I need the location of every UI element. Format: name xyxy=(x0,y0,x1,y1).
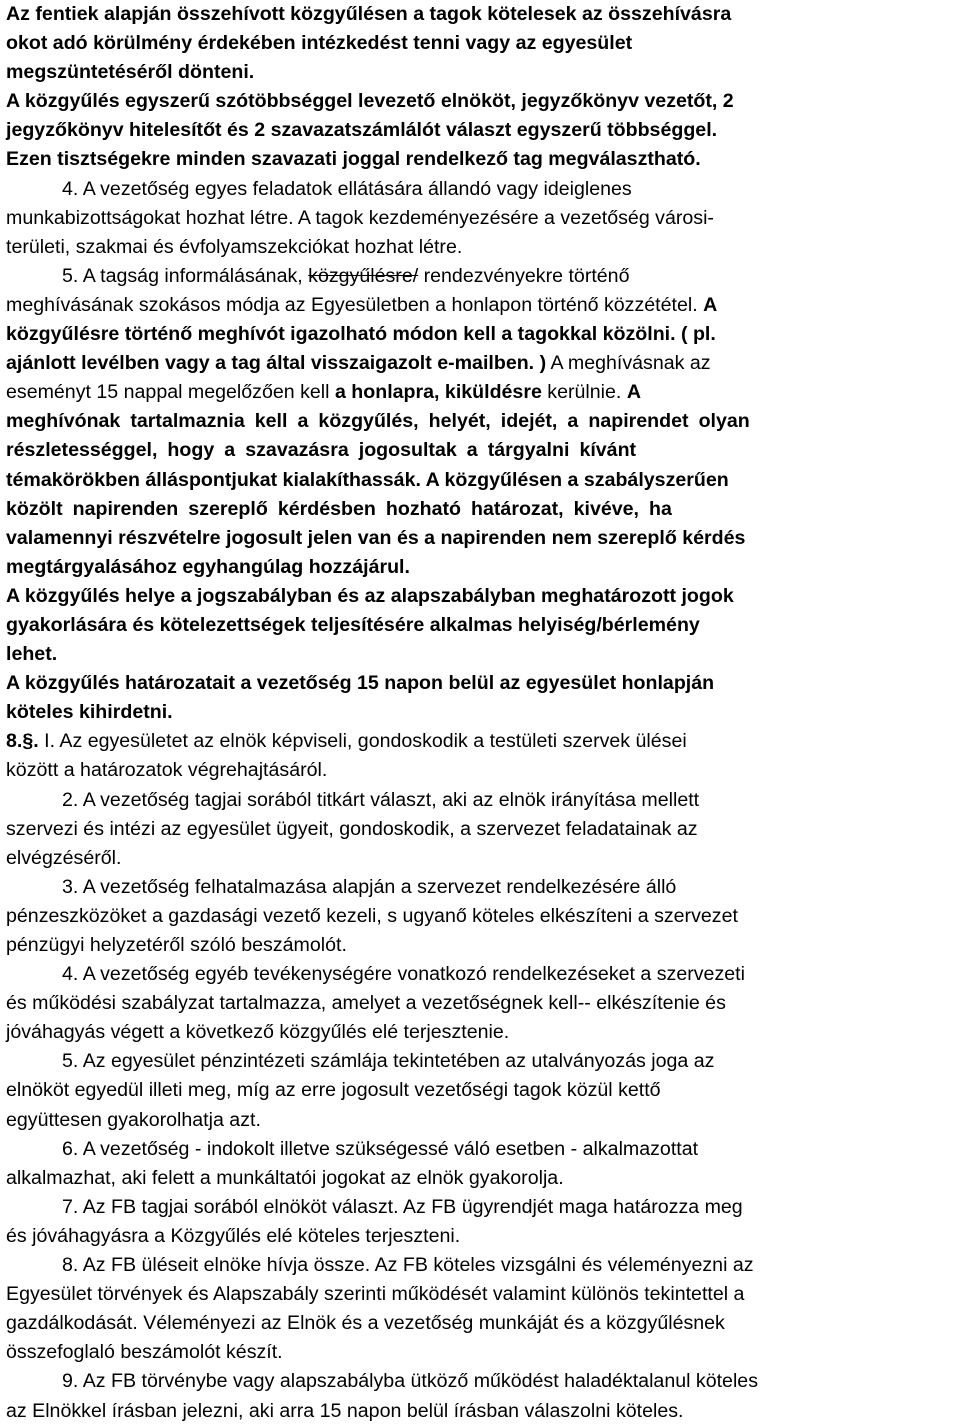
text-line xyxy=(6,262,952,291)
text-run: együttesen gyakorolhatja azt. xyxy=(6,1108,261,1131)
text-run: rendezvényekre történő xyxy=(418,264,630,287)
text-run: A meghívásnak az xyxy=(546,352,711,375)
text-line xyxy=(6,524,952,553)
text-run: 4. A vezetőség egyéb tevékenységére vonatkozó rendelkezéseket a szervezeti xyxy=(62,963,745,986)
bold-text: gyakorlására és kötelezettségek teljesítésére alkalmas helyiség/bérlemény xyxy=(6,613,700,636)
bold-text: A xyxy=(703,293,718,316)
text-run: gazdálkodását. Véleményezi az Elnök és a vezetőség munkáját és a közgyűlésnek xyxy=(6,1312,725,1335)
bold-text: A közgyűlés egyszerű szótöbbséggel levezető elnököt, jegyzőkönyv vezetőt, 2 xyxy=(6,90,734,113)
text-run: pénzeszközöket a gazdasági vezető kezeli, s ugyanő köteles elkészíteni a szervezet xyxy=(6,904,738,927)
text-line xyxy=(6,204,952,233)
text-line xyxy=(6,436,952,465)
bold-text: lehet. xyxy=(6,643,58,666)
bold-text: meghívónak tartalmaznia kell a közgyűlés, helyét, idejét, a napirendet olyan xyxy=(6,410,750,433)
struck-text: közgyűlésre/ xyxy=(308,264,419,287)
text-run: 5. Az egyesület pénzintézeti számlája tekintetében az utalványozás joga az xyxy=(62,1050,715,1073)
text-line xyxy=(6,87,952,116)
text-line xyxy=(6,320,952,349)
text-line xyxy=(6,407,952,436)
text-line xyxy=(6,698,952,727)
text-line xyxy=(6,1367,952,1396)
text-line xyxy=(6,553,952,582)
bold-text: ajánlott levélben vagy a tag által visszaigazolt e-mailben. ) xyxy=(6,352,547,375)
text-line xyxy=(6,1338,952,1367)
text-line xyxy=(6,1193,952,1222)
bold-text: A közgyűlés helye a jogszabályban és az alapszabályban meghatározott jogok xyxy=(6,584,734,607)
text-line xyxy=(6,960,952,989)
text-line xyxy=(6,640,952,669)
bold-text: közölt napirenden szereplő kérdésben hozható határozat, kivéve, ha xyxy=(6,497,672,520)
text-run: összefoglaló beszámolót készít. xyxy=(6,1341,283,1364)
text-line xyxy=(6,1135,952,1164)
text-run: elnököt egyedül illeti meg, míg az erre jogosult vezetőségi tagok közül kettő xyxy=(6,1079,661,1102)
text-line xyxy=(6,29,952,58)
text-run: között a határozatok végrehajtásáról. xyxy=(6,759,328,782)
text-line xyxy=(6,1106,952,1135)
text-line xyxy=(6,145,952,174)
text-run: szervezi és intézi az egyesület ügyeit, gondoskodik, a szervezet feladatainak az xyxy=(6,817,698,840)
bold-text: valamennyi részvételre jogosult jelen van és a napirenden nem szereplő kérdés xyxy=(6,526,746,549)
text-run: 2. A vezetőség tagjai sorából titkárt választ, aki az elnök irányítása mellett xyxy=(62,788,700,811)
text-run: munkabizottságokat hozhat létre. A tagok kezdeményezésére a vezetőség városi- xyxy=(6,206,714,229)
text-run: pénzügyi helyzetéről szóló beszámolót. xyxy=(6,934,347,956)
text-run: az Elnökkel írásban jelezni, aki arra 15 napon belül írásban válaszolni köteles. xyxy=(6,1399,684,1422)
bold-text: A közgyűlés határozatait a vezetőség 15 napon belül az egyesület honlapján xyxy=(6,672,715,695)
text-line xyxy=(6,727,952,756)
bold-text: okot adó körülmény érdekében intézkedést tenni vagy az egyesület xyxy=(6,32,633,55)
text-line xyxy=(6,786,952,815)
text-line xyxy=(6,291,952,320)
text-run: és jóváhagyásra a Közgyűlés elé köteles terjeszteni. xyxy=(6,1224,461,1247)
bold-text: köteles kihirdetni. xyxy=(6,701,173,724)
text-line xyxy=(6,582,952,611)
text-run: I. Az egyesületet az elnök képviseli, gondoskodik a testületi szervek ülései xyxy=(38,730,687,753)
text-line xyxy=(6,669,952,698)
text-line xyxy=(6,931,952,960)
text-run: 8. Az FB üléseit elnöke hívja össze. Az FB köteles vizsgálni és véleményezni az xyxy=(62,1254,754,1277)
bold-text: közgyűlésre történő meghívót igazolható módon kell a tagokkal közölni. ( pl. xyxy=(6,323,716,346)
text-run: kerülnie. xyxy=(541,381,627,404)
text-line xyxy=(6,378,952,407)
text-run: 7. Az FB tagjai sorából elnököt választ. Az FB ügyrendjét maga határozza meg xyxy=(62,1195,743,1218)
text-line xyxy=(6,175,952,204)
text-run: eseményt 15 nappal megelőzően kell xyxy=(6,381,335,404)
text-line xyxy=(6,466,952,495)
text-run: területi, szakmai és évfolyamszekciókat hozhat létre. xyxy=(6,235,463,258)
text-run: 5. A tagság informálásának, xyxy=(62,264,309,287)
text-line xyxy=(6,116,952,145)
text-line xyxy=(6,815,952,844)
text-run: elvégzéséről. xyxy=(6,846,122,869)
text-run: alkalmazhat, aki felett a munkáltatói jogokat az elnök gyakorolja. xyxy=(6,1166,564,1189)
text-run: és működési szabályzat tartalmazza, amelyet a vezetőségnek kell-- elkészítenie és xyxy=(6,992,726,1015)
text-line xyxy=(6,58,952,87)
bold-text: megtárgyalásához egyhangúlag hozzájárul. xyxy=(6,555,410,578)
bold-text: Az fentiek alapján összehívott közgyűlésen a tagok kötelesek az összehívásra xyxy=(6,3,732,25)
bold-text: témakörökben álláspontjukat kialakíthassák. A közgyűlésen a szabályszerűen xyxy=(6,468,729,491)
text-line xyxy=(6,844,952,873)
bold-text: jegyzőkönyv hitelesítőt és 2 szavazatszámlálót választ egyszerű többséggel. xyxy=(6,119,718,142)
text-line xyxy=(6,1076,952,1105)
text-line xyxy=(6,1164,952,1193)
text-line xyxy=(6,611,952,640)
bold-text: részletességgel, hogy a szavazásra jogosultak a tárgyalni kívánt xyxy=(6,439,637,462)
text-line xyxy=(6,1309,952,1338)
bold-text: megszüntetéséről dönteni. xyxy=(6,61,255,84)
bold-text: A xyxy=(626,381,641,404)
text-line xyxy=(6,1397,952,1426)
text-run: Egyesület törvények és Alapszabály szerinti működését valamint különös tekintettel a xyxy=(6,1283,745,1306)
text-line xyxy=(6,0,952,29)
text-line xyxy=(6,989,952,1018)
bold-text: a honlapra, kiküldésre xyxy=(334,381,542,404)
text-run: 9. Az FB törvénybe vagy alapszabályba ütköző működést haladéktalanul köteles xyxy=(62,1370,758,1393)
text-line xyxy=(6,1251,952,1280)
bold-text: Ezen tisztségekre minden szavazati joggal rendelkező tag megválasztható. xyxy=(6,148,701,171)
text-line xyxy=(6,1018,952,1047)
text-line xyxy=(6,1047,952,1076)
text-line xyxy=(6,1280,952,1309)
text-line xyxy=(6,756,952,785)
text-line xyxy=(6,349,952,378)
text-line xyxy=(6,902,952,931)
text-run: 3. A vezetőség felhatalmazása alapján a szervezet rendelkezésére álló xyxy=(62,875,677,898)
text-run: 6. A vezetőség - indokolt illetve szükségessé váló esetben - alkalmazottat xyxy=(62,1137,699,1160)
text-line xyxy=(6,873,952,902)
bold-text: 8.§. xyxy=(6,730,39,753)
text-line xyxy=(6,1222,952,1251)
text-run: meghívásának szokásos módja az Egyesületben a honlapon történő közzététel. xyxy=(6,293,704,316)
document-body xyxy=(6,0,952,1426)
text-run: jóváhagyás végett a következő közgyűlés elé terjesztenie. xyxy=(6,1021,510,1044)
text-run: 4. A vezetőség egyes feladatok ellátására állandó vagy ideiglenes xyxy=(62,177,632,200)
text-line xyxy=(6,233,952,262)
text-line xyxy=(6,495,952,524)
